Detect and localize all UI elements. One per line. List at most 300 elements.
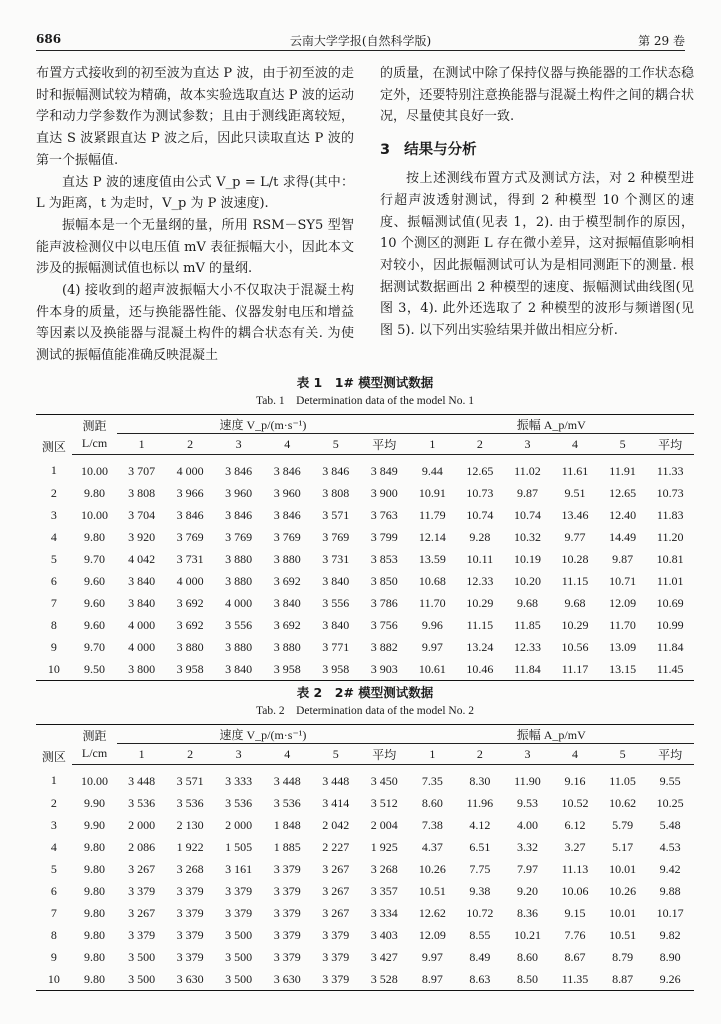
table-cell: 10.32 bbox=[513, 529, 541, 544]
table-cell: 12.65 bbox=[609, 485, 637, 500]
table1-title-en: Tab. 1 Determination data of the model No. 1 bbox=[256, 395, 474, 407]
subcol-header: 5 bbox=[311, 434, 360, 455]
table-cell: 3 448 bbox=[128, 773, 156, 788]
table-cell: 3 731 bbox=[176, 551, 204, 566]
table-cell: 9.80 bbox=[84, 529, 106, 544]
table-cell: 3 880 bbox=[225, 573, 253, 588]
table-cell: 3 268 bbox=[176, 861, 204, 876]
table-cell: 12.09 bbox=[609, 595, 637, 610]
table-cell: 10.81 bbox=[656, 551, 684, 566]
subcol-header: 2 bbox=[456, 744, 504, 765]
subcol-header: 平均 bbox=[646, 744, 694, 765]
table-cell: 4 000 bbox=[128, 639, 156, 654]
table-cell: 10.26 bbox=[609, 883, 637, 898]
table-cell: 11.33 bbox=[656, 463, 684, 478]
table-cell: 13.15 bbox=[599, 658, 647, 681]
table-cell: 3 849 bbox=[370, 463, 398, 478]
table-cell: 3 379 bbox=[273, 949, 301, 964]
table-cell: 10.28 bbox=[561, 551, 589, 566]
table-cell: 9.60 bbox=[84, 595, 106, 610]
table-cell: 7 bbox=[50, 595, 57, 610]
table-cell: 3 379 bbox=[225, 883, 253, 898]
zone-header: 测区 bbox=[36, 725, 72, 765]
table-cell: 10.61 bbox=[409, 658, 457, 681]
table-cell: 3 850 bbox=[370, 573, 398, 588]
distance-unit-header: L/cm bbox=[72, 434, 118, 455]
subcol-header: 3 bbox=[504, 434, 552, 455]
table-cell: 9.90 bbox=[84, 817, 106, 832]
table-cell: 11.05 bbox=[609, 773, 636, 788]
table-cell: 14.49 bbox=[609, 529, 637, 544]
table-cell: 3 bbox=[50, 507, 57, 522]
table-cell: 11.90 bbox=[514, 773, 541, 788]
table-cell: 10.62 bbox=[609, 795, 637, 810]
table-cell: 3 704 bbox=[128, 507, 156, 522]
table-cell: 3 267 bbox=[322, 905, 350, 920]
table-row bbox=[36, 592, 694, 614]
table-cell: 3 379 bbox=[128, 927, 156, 942]
subcol-header: 5 bbox=[311, 744, 360, 765]
table-cell: 10.00 bbox=[81, 463, 109, 478]
table-cell: 1 925 bbox=[370, 839, 398, 854]
subcol-header: 5 bbox=[599, 744, 647, 765]
table-cell: 11.35 bbox=[551, 968, 599, 991]
table-cell: 3 756 bbox=[370, 617, 398, 632]
table-row bbox=[36, 880, 694, 902]
table-cell: 4.37 bbox=[421, 839, 443, 854]
table-cell: 8.49 bbox=[469, 949, 491, 964]
table-cell: 3 966 bbox=[176, 485, 204, 500]
table-cell: 3 403 bbox=[370, 927, 398, 942]
table-cell: 3 267 bbox=[322, 861, 350, 876]
table-cell: 3 920 bbox=[128, 529, 156, 544]
table-cell: 3 379 bbox=[176, 883, 204, 898]
table-cell: 9.80 bbox=[84, 839, 106, 854]
table-cell: 9.50 bbox=[72, 658, 118, 681]
table-cell: 9.80 bbox=[84, 861, 106, 876]
table-cell: 3 692 bbox=[176, 595, 204, 610]
table-cell: 2 bbox=[50, 795, 57, 810]
table-cell: 3 853 bbox=[370, 551, 398, 566]
table-cell: 10.68 bbox=[418, 573, 446, 588]
table-cell: 3 808 bbox=[128, 485, 156, 500]
table-cell: 4 042 bbox=[128, 551, 156, 566]
table-cell: 12.14 bbox=[418, 529, 446, 544]
table-cell: 8.60 bbox=[516, 949, 538, 964]
table-cell: 3 880 bbox=[225, 551, 253, 566]
paragraph: 直达 P 波的速度值由公式 V_p = L/t 求得(其中：L 为距离，t 为走时，V_p 为 P 波速度). bbox=[36, 174, 354, 212]
table-cell: 3 357 bbox=[370, 883, 398, 898]
subcol-header: 4 bbox=[551, 434, 599, 455]
table-cell: 10 bbox=[36, 658, 72, 681]
table-cell: 3 840 bbox=[273, 595, 301, 610]
table-cell: 13.46 bbox=[561, 507, 589, 522]
table-cell: 3 800 bbox=[117, 658, 166, 681]
subcol-header: 平均 bbox=[646, 434, 694, 455]
table-cell: 1 885 bbox=[273, 839, 301, 854]
paragraph: 布置方式接收到的初至波为直达 P 波，由于初至波的走时和振幅测试较为精确，故本实验选取直达 P 波的运动学和动力学参数作为测试参数；且由于测线距离较短，直达 S 波紧跟直达 P 波之后，因此只读取直达 P 波的第一个振幅值. bbox=[36, 66, 354, 168]
table-cell: 7.97 bbox=[516, 861, 538, 876]
table-cell: 10.06 bbox=[561, 883, 589, 898]
table-cell: 9.44 bbox=[421, 463, 443, 478]
table-row bbox=[36, 455, 694, 483]
paragraph: (4) 接收到的超声波振幅大小不仅取决于混凝土构件本身的质量，还与换能器性能、仪器发射电压和增益等因素以及换能器与混凝土构件的耦合状态有关. 为使测试的振幅值能准确反映混凝土 bbox=[36, 283, 354, 364]
table-row bbox=[36, 765, 694, 793]
table-cell: 9.80 bbox=[84, 927, 106, 942]
subcol-header: 3 bbox=[504, 744, 552, 765]
table-cell: 11.83 bbox=[656, 507, 684, 522]
table-cell: 9.42 bbox=[659, 861, 681, 876]
subcol-header: 1 bbox=[409, 434, 457, 455]
table-cell: 3 769 bbox=[176, 529, 204, 544]
journal-name: 云南大学学报(自然科学版) bbox=[289, 34, 432, 48]
table-cell: 3 379 bbox=[128, 883, 156, 898]
table-cell: 3 379 bbox=[311, 968, 360, 991]
table-cell: 8.87 bbox=[599, 968, 647, 991]
table-cell: 3 903 bbox=[360, 658, 409, 681]
table-cell: 11.70 bbox=[419, 595, 446, 610]
table-cell: 3 379 bbox=[176, 949, 204, 964]
table-cell: 2 bbox=[50, 485, 57, 500]
table-row bbox=[36, 836, 694, 858]
amplitude-header: 振幅 A_p/mV bbox=[409, 725, 694, 744]
table-cell: 9.60 bbox=[84, 573, 106, 588]
table-cell: 2 086 bbox=[128, 839, 156, 854]
table-cell: 9.15 bbox=[564, 905, 586, 920]
paragraph: 的质量，在测试中除了保持仪器与换能器的工作状态稳定外，还要特别注意换能器与混凝土构件之间的耦合状况，尽量使其良好一致. bbox=[380, 66, 694, 125]
subcol-header: 4 bbox=[551, 744, 599, 765]
table-cell: 9.87 bbox=[516, 485, 538, 500]
table-cell: 8.67 bbox=[564, 949, 586, 964]
table-cell: 6.51 bbox=[469, 839, 491, 854]
table-cell: 3 771 bbox=[322, 639, 350, 654]
table-row bbox=[36, 968, 694, 991]
table-cell: 3.27 bbox=[564, 839, 586, 854]
subcol-header: 1 bbox=[117, 434, 166, 455]
table-cell: 3 799 bbox=[370, 529, 398, 544]
table-cell: 3 528 bbox=[360, 968, 409, 991]
table-cell: 3 379 bbox=[322, 949, 350, 964]
table-cell: 3 448 bbox=[322, 773, 350, 788]
table-cell: 9.96 bbox=[421, 617, 443, 632]
velocity-header: 速度 V_p/(m·s⁻¹) bbox=[117, 415, 408, 434]
table-cell: 3 379 bbox=[273, 905, 301, 920]
page-number: 686 bbox=[36, 32, 62, 46]
table-cell: 11.84 bbox=[656, 639, 684, 654]
table-cell: 5 bbox=[50, 861, 57, 876]
table-cell: 10.74 bbox=[466, 507, 494, 522]
table-cell: 9.68 bbox=[564, 595, 586, 610]
table-cell: 9.97 bbox=[421, 639, 443, 654]
table-cell: 9.80 bbox=[84, 883, 106, 898]
table-cell: 3 960 bbox=[225, 485, 253, 500]
table-cell: 11.02 bbox=[514, 463, 541, 478]
table-cell: 3 450 bbox=[370, 773, 398, 788]
table-cell: 8.60 bbox=[421, 795, 443, 810]
table-cell: 4.53 bbox=[659, 839, 681, 854]
table-row bbox=[36, 946, 694, 968]
table-cell: 3 267 bbox=[322, 883, 350, 898]
table1-caption bbox=[36, 374, 694, 410]
table-cell: 11.15 bbox=[561, 573, 589, 588]
table-cell: 3 692 bbox=[273, 617, 301, 632]
table-cell: 10.52 bbox=[561, 795, 589, 810]
table-cell: 3 630 bbox=[166, 968, 215, 991]
table-cell: 9.70 bbox=[84, 551, 106, 566]
table-cell: 2 042 bbox=[322, 817, 350, 832]
table-cell: 3 958 bbox=[166, 658, 215, 681]
table-cell: 10.73 bbox=[656, 485, 684, 500]
table-cell: 12.65 bbox=[466, 463, 494, 478]
table-cell: 10.72 bbox=[466, 905, 494, 920]
table-cell: 3 571 bbox=[322, 507, 350, 522]
table-cell: 1 848 bbox=[273, 817, 301, 832]
table-cell: 2 130 bbox=[176, 817, 204, 832]
table-cell: 10.69 bbox=[656, 595, 684, 610]
table-cell: 10.25 bbox=[656, 795, 684, 810]
table-cell: 11.20 bbox=[656, 529, 684, 544]
table-cell: 7 bbox=[50, 905, 57, 920]
table-cell: 3 512 bbox=[370, 795, 398, 810]
table-cell: 4 bbox=[50, 839, 57, 854]
table-cell: 3 427 bbox=[370, 949, 398, 964]
table-cell: 7.75 bbox=[469, 861, 491, 876]
table-cell: 4.00 bbox=[516, 817, 538, 832]
table-cell: 3 333 bbox=[225, 773, 253, 788]
table-cell: 3 536 bbox=[128, 795, 156, 810]
table-cell: 3 960 bbox=[273, 485, 301, 500]
table2-caption bbox=[36, 684, 694, 720]
table-cell: 3 379 bbox=[273, 861, 301, 876]
table-row bbox=[36, 924, 694, 946]
velocity-header: 速度 V_p/(m·s⁻¹) bbox=[117, 725, 408, 744]
table2-title-en: Tab. 2 Determination data of the model No. 2 bbox=[256, 705, 474, 717]
table-row bbox=[36, 526, 694, 548]
table-cell: 8.97 bbox=[409, 968, 457, 991]
table-cell: 11.85 bbox=[514, 617, 541, 632]
table-cell: 4.12 bbox=[469, 817, 491, 832]
table-cell: 7.38 bbox=[421, 817, 443, 832]
table-cell: 11.96 bbox=[466, 795, 494, 810]
table-cell: 3 880 bbox=[273, 551, 301, 566]
subcol-header: 平均 bbox=[360, 744, 409, 765]
left-column bbox=[36, 63, 354, 367]
table-cell: 4 000 bbox=[128, 617, 156, 632]
table-cell: 13.09 bbox=[609, 639, 637, 654]
table-cell: 3 840 bbox=[322, 573, 350, 588]
table-cell: 3 846 bbox=[322, 463, 350, 478]
table-cell: 11.70 bbox=[609, 617, 636, 632]
table-cell: 3 379 bbox=[176, 905, 204, 920]
table-cell: 9.70 bbox=[84, 639, 106, 654]
table-cell: 8.55 bbox=[469, 927, 491, 942]
subcol-header: 2 bbox=[166, 434, 215, 455]
table-cell: 3 448 bbox=[273, 773, 301, 788]
table-row bbox=[36, 902, 694, 924]
table-cell: 8.79 bbox=[612, 949, 634, 964]
table-cell: 10 bbox=[36, 968, 72, 991]
subcol-header: 4 bbox=[263, 434, 312, 455]
table-row bbox=[36, 614, 694, 636]
table-cell: 3 379 bbox=[322, 927, 350, 942]
table-cell: 3 692 bbox=[273, 573, 301, 588]
table-row bbox=[36, 792, 694, 814]
table-cell: 10.74 bbox=[513, 507, 541, 522]
table-cell: 10.26 bbox=[418, 861, 446, 876]
subcol-header: 5 bbox=[599, 434, 647, 455]
table-cell: 3 840 bbox=[128, 573, 156, 588]
subcol-header: 3 bbox=[214, 434, 263, 455]
table-cell: 12.62 bbox=[418, 905, 446, 920]
table-cell: 3 846 bbox=[273, 463, 301, 478]
table-cell: 3 840 bbox=[214, 658, 263, 681]
table-cell: 10.99 bbox=[656, 617, 684, 632]
table-cell: 10.51 bbox=[418, 883, 446, 898]
table-cell: 6.12 bbox=[564, 817, 586, 832]
table-cell: 10.91 bbox=[418, 485, 446, 500]
table-cell: 10.51 bbox=[609, 927, 637, 942]
table-cell: 8.30 bbox=[469, 773, 491, 788]
table-cell: 1 505 bbox=[225, 839, 253, 854]
table-cell: 7.76 bbox=[564, 927, 586, 942]
table-cell: 9.51 bbox=[564, 485, 586, 500]
table-cell: 10.29 bbox=[561, 617, 589, 632]
table-cell: 8.50 bbox=[504, 968, 552, 991]
table-cell: 10.29 bbox=[466, 595, 494, 610]
table-cell: 9.55 bbox=[659, 773, 681, 788]
subcol-header: 2 bbox=[166, 744, 215, 765]
table-cell: 3 334 bbox=[370, 905, 398, 920]
section-number: 3 bbox=[380, 142, 391, 159]
table-cell: 4 000 bbox=[176, 573, 204, 588]
table-cell: 3 379 bbox=[176, 927, 204, 942]
table-cell: 3 958 bbox=[311, 658, 360, 681]
table-cell: 3 840 bbox=[322, 617, 350, 632]
table-cell: 10.00 bbox=[81, 507, 109, 522]
table-cell: 9.80 bbox=[84, 949, 106, 964]
table-cell: 3 bbox=[50, 817, 57, 832]
table-cell: 11.13 bbox=[561, 861, 589, 876]
table-cell: 9.88 bbox=[659, 883, 681, 898]
table-cell: 13.59 bbox=[418, 551, 446, 566]
table1 bbox=[36, 414, 694, 681]
paragraph: 振幅本是一个无量纲的量，所用 RSM－SY5 型智能声波检测仪中以电压值 mV 表征振幅大小，因此本文涉及的振幅测试值也标以 mV 的量纲. bbox=[36, 217, 354, 277]
table-cell: 3 379 bbox=[225, 905, 253, 920]
table-cell: 3 379 bbox=[273, 927, 301, 942]
running-header bbox=[36, 30, 685, 51]
table-cell: 9.87 bbox=[612, 551, 634, 566]
table-cell: 10.17 bbox=[656, 905, 684, 920]
subcol-header: 1 bbox=[117, 744, 166, 765]
table-cell: 8 bbox=[50, 927, 57, 942]
table-cell: 4 bbox=[50, 529, 57, 544]
table-cell: 11.15 bbox=[466, 617, 494, 632]
table-cell: 3 786 bbox=[370, 595, 398, 610]
table-row bbox=[36, 482, 694, 504]
subcol-header: 平均 bbox=[360, 434, 409, 455]
table-cell: 10.00 bbox=[81, 773, 109, 788]
table-cell: 7.35 bbox=[421, 773, 443, 788]
table-cell: 10.01 bbox=[609, 905, 637, 920]
table1-title-zh: 表 1 1# 模型测试数据 bbox=[296, 375, 434, 390]
table-cell: 10.73 bbox=[466, 485, 494, 500]
table-cell: 3 763 bbox=[370, 507, 398, 522]
table-cell: 12.40 bbox=[609, 507, 637, 522]
table-cell: 10.11 bbox=[466, 551, 494, 566]
table-cell: 3 840 bbox=[128, 595, 156, 610]
table-cell: 9.28 bbox=[469, 529, 491, 544]
table-cell: 3 846 bbox=[176, 507, 204, 522]
table-cell: 8 bbox=[50, 617, 57, 632]
distance-header: 测距 bbox=[72, 725, 118, 744]
table-cell: 2 227 bbox=[322, 839, 350, 854]
table-cell: 11.79 bbox=[419, 507, 446, 522]
table2 bbox=[36, 724, 694, 991]
table-cell: 10.71 bbox=[609, 573, 637, 588]
table-cell: 3 808 bbox=[322, 485, 350, 500]
table-cell: 3 414 bbox=[322, 795, 350, 810]
table-cell: 12.09 bbox=[418, 927, 446, 942]
table-cell: 5 bbox=[50, 551, 57, 566]
table-cell: 9.26 bbox=[646, 968, 694, 991]
right-column bbox=[380, 63, 694, 342]
table-cell: 3 536 bbox=[225, 795, 253, 810]
table-cell: 5.17 bbox=[612, 839, 634, 854]
table-cell: 1 bbox=[50, 463, 57, 478]
table-cell: 9.77 bbox=[564, 529, 586, 544]
table-cell: 3 500 bbox=[225, 949, 253, 964]
table-cell: 9.80 bbox=[84, 905, 106, 920]
table-cell: 11.45 bbox=[646, 658, 694, 681]
volume-label: 第 29 卷 bbox=[638, 34, 685, 48]
table-cell: 10.21 bbox=[513, 927, 541, 942]
table-cell: 9.20 bbox=[516, 883, 538, 898]
table-cell: 3 769 bbox=[322, 529, 350, 544]
table-cell: 12.33 bbox=[466, 573, 494, 588]
table-cell: 9 bbox=[50, 949, 57, 964]
table-cell: 3 630 bbox=[263, 968, 312, 991]
table-cell: 9.80 bbox=[72, 968, 118, 991]
table-cell: 3 880 bbox=[225, 639, 253, 654]
subcol-header: 1 bbox=[409, 744, 457, 765]
table-cell: 11.91 bbox=[609, 463, 636, 478]
table-row bbox=[36, 504, 694, 526]
table2-title-zh: 表 2 2# 模型测试数据 bbox=[296, 685, 434, 700]
table-cell: 3 536 bbox=[273, 795, 301, 810]
table-cell: 10.20 bbox=[513, 573, 541, 588]
table-cell: 9 bbox=[50, 639, 57, 654]
table-cell: 3 161 bbox=[225, 861, 253, 876]
table-cell: 3 692 bbox=[176, 617, 204, 632]
table-cell: 3 882 bbox=[370, 639, 398, 654]
distance-header: 测距 bbox=[72, 415, 118, 434]
table-cell: 4 000 bbox=[225, 595, 253, 610]
paragraph: 按上述测线布置方式及测试方法，对 2 种模型进行超声波透射测试，得到 2 种模型 10 个测区的速度、振幅测试值(见表 1，2). 由于模型制作的原因，10 个测区的测距 L 存在微小差异，这对振幅值影响相对较小，因此振幅测试可认为是相同测距下的测量. 根据测试数据画出 2 种模型的速度、振幅测试曲线图(见图 3，4). 此外还选取了 2 种模型的波形与频谱图(见图 5). 以下列出实验结果并做出相应分析. bbox=[380, 171, 694, 339]
subcol-header: 3 bbox=[214, 744, 263, 765]
table-cell: 1 bbox=[50, 773, 57, 788]
table-cell: 3 900 bbox=[370, 485, 398, 500]
table-cell: 9.38 bbox=[469, 883, 491, 898]
table-cell: 12.33 bbox=[513, 639, 541, 654]
table-cell: 3 707 bbox=[128, 463, 156, 478]
table-cell: 6 bbox=[50, 883, 57, 898]
distance-unit-header: L/cm bbox=[72, 744, 118, 765]
table-cell: 3 846 bbox=[225, 507, 253, 522]
table-cell: 13.24 bbox=[466, 639, 494, 654]
table-cell: 6 bbox=[50, 573, 57, 588]
table-cell: 3 846 bbox=[225, 463, 253, 478]
table-cell: 9.60 bbox=[84, 617, 106, 632]
